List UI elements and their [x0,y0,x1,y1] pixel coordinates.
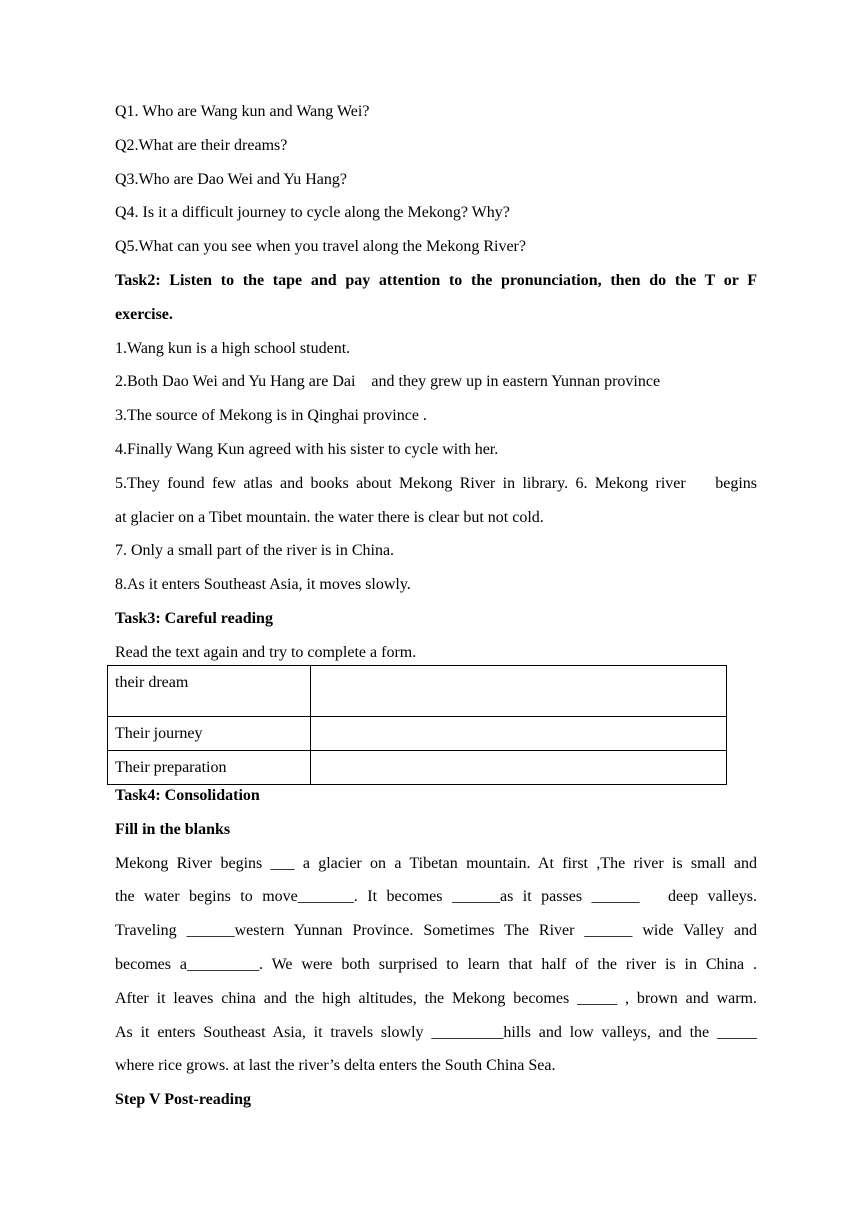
tf-item-6-cont: at glacier on a Tibet mountain. the water there is clear but not cold. [115,508,544,526]
blank-line-5: After it leaves china and the high altitudes, the Mekong becomes _____ , brown and warm. [115,989,757,1007]
blank-line-6: As it enters Southeast Asia, it travels slowly _________hills and low valleys, and the _____ [115,1023,757,1041]
blank-line-2: the water begins to move_______. It becomes ______as it passes ______ deep valleys. [115,888,757,906]
form-label-preparation: Their preparation [108,751,311,785]
blank-line-4: becomes a_________. We were both surprised to learn that half of the river is in China . [115,955,757,973]
task3-heading: Task3: Careful reading [115,609,273,627]
form-label-journey: Their journey [108,717,311,751]
task4-subheading: Fill in the blanks [115,820,231,838]
tf-item-7: 7. Only a small part of the river is in China. [115,542,395,560]
step5-heading: Step V Post-reading [115,1091,252,1109]
tf-item-8: 8.As it enters Southeast Asia, it moves slowly. [115,576,411,594]
form-row-dream [108,666,727,717]
question-1: Q1. Who are Wang kun and Wang Wei? [115,103,370,120]
blank-line-1: Mekong River begins ___ a glacier on a Tibetan mountain. At first ,The river is small and [115,854,757,872]
blank-line-7: where rice grows. at last the river’s delta enters the South China Sea. [115,1057,556,1075]
tf-item-2: 2.Both Dao Wei and Yu Hang are Dai and they grew up in eastern Yunnan province [115,373,661,391]
task2-heading: Task2: Listen to the tape and pay attention to the pronunciation, then do the T or F [115,271,757,289]
task4-heading: Task4: Consolidation [115,787,260,804]
blank-line-3: Traveling ______western Yunnan Province. Sometimes The River ______ wide Valley and [115,922,757,940]
form-value-journey[interactable] [311,717,727,751]
question-3: Q3.Who are Dao Wei and Yu Hang? [115,170,347,188]
tf-item-1: 1.Wang kun is a high school student. [115,339,351,357]
tf-item-5: 5.They found few atlas and books about Mekong River in library. 6. Mekong river begins [115,474,757,492]
question-2: Q2.What are their dreams? [115,136,288,154]
question-5: Q5.What can you see when you travel along the Mekong River? [115,238,526,256]
form-value-dream[interactable] [311,666,727,717]
lower-content [115,779,757,1117]
tf-item-4: 4.Finally Wang Kun agreed with his sister to cycle with her. [115,440,499,458]
form-row-journey [108,717,727,751]
form-label-dream: their dream [108,666,311,717]
tf-item-3: 3.The source of Mekong is in Qinghai province . [115,407,427,425]
task2-heading-cont: exercise. [115,305,173,323]
task3-instruction: Read the text again and try to complete a form. [115,643,417,661]
reading-form-table [107,665,727,785]
upper-content [115,95,757,670]
question-4: Q4. Is it a difficult journey to cycle along the Mekong? Why? [115,204,510,222]
